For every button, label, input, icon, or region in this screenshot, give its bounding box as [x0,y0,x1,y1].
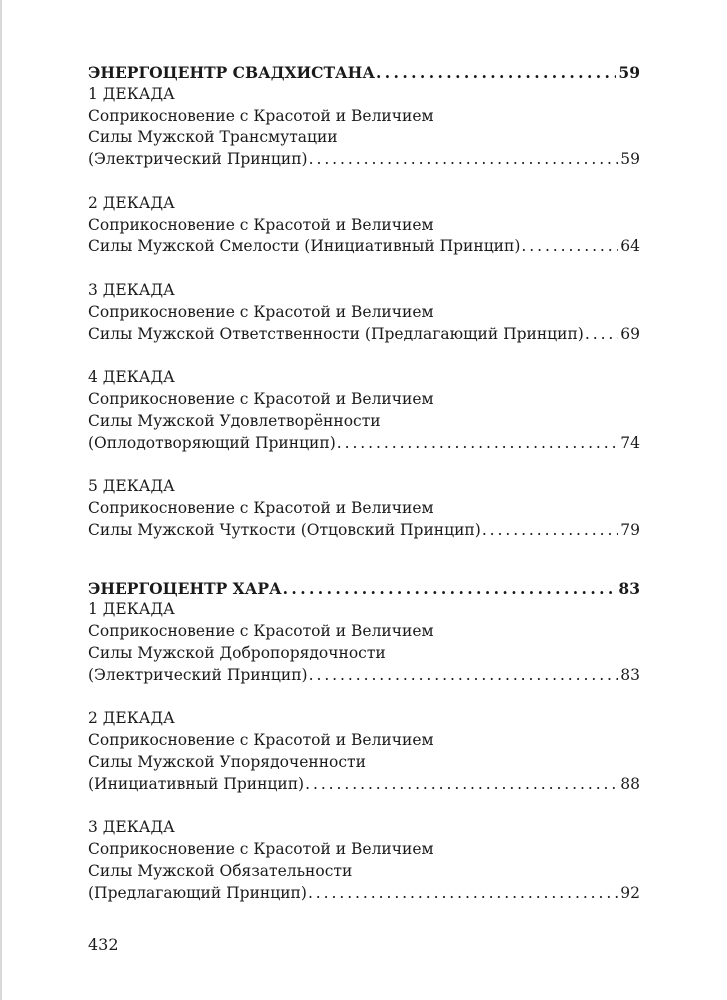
table-of-contents [88,62,640,904]
entry-line: Соприкосновение с Красотой и Величием [88,622,434,641]
dot-leader [521,236,618,258]
entry-label: 3 ДЕКАДА [88,280,175,299]
entry-page-number: 88 [620,774,640,793]
entry-last-text: (Электрический Принцип) [88,150,308,169]
entry-line: Соприкосновение с Красотой и Величием [88,498,434,517]
dot-leader [308,883,618,905]
entry-last-line [88,883,640,905]
dot-leader [309,149,619,171]
entry-line: Соприкосновение с Красотой и Величием [88,731,434,750]
entry-last-line [88,433,640,455]
section-heading [88,578,640,600]
entry-line: Соприкосновение с Красотой и Величием [88,840,434,859]
toc-entry [88,708,640,795]
entry-page-number: 83 [620,665,640,684]
entry-last-line [88,324,640,346]
entry-last-text: (Инициативный Принцип) [88,774,305,793]
entry-last-line [88,665,640,687]
entry-last-text: (Оплодотворяющий Принцип) [88,433,336,452]
entry-page-number: 79 [620,520,640,539]
entry-line: Соприкосновение с Красотой и Величием [88,389,434,408]
entry-label: 3 ДЕКАДА [88,818,175,837]
section-heading-text: ЭНЕРГОЦЕНТР СВАДХИСТАНА [88,63,375,82]
entry-last-text: (Электрический Принцип) [88,665,308,684]
toc-entry [88,817,640,904]
section-heading-text: ЭНЕРГОЦЕНТР ХАРА [88,578,282,598]
dot-leader [482,520,618,542]
toc-section-hara [88,578,640,905]
toc-entry [88,367,640,454]
section-page-number: 83 [618,578,640,598]
entry-page-number: 64 [620,237,640,256]
toc-entry [88,476,640,541]
entry-label: 4 ДЕКАДА [88,368,175,387]
entry-label: 2 ДЕКАДА [88,193,175,212]
dot-leader [337,433,619,455]
dot-leader [283,578,617,600]
entry-page-number: 59 [620,150,640,169]
toc-entry [88,599,640,686]
entry-last-text: (Предлагающий Принцип) [88,883,307,902]
section-page-number: 59 [618,63,640,82]
entry-line: Силы Мужской Обязательности [88,861,353,880]
section-heading [88,62,640,84]
entry-line: Силы Мужской Добропорядочности [88,643,386,662]
entry-label: 2 ДЕКАДА [88,709,175,728]
dot-leader [309,665,619,687]
dot-leader [305,774,618,796]
entry-line: Силы Мужской Трансмутации [88,128,338,147]
entry-label: 5 ДЕКАДА [88,477,175,496]
entry-last-text: Силы Мужской Ответственности (Предлагающий Принцип) [88,324,584,343]
entry-label: 1 ДЕКАДА [88,84,175,103]
entry-last-line [88,774,640,796]
entry-page-number: 92 [620,883,640,902]
toc-entry [88,280,640,345]
entry-last-line [88,236,640,258]
entry-page-number: 74 [620,433,640,452]
toc-section-svadhisthana [88,62,640,542]
dot-leader [376,62,616,84]
entry-line: Соприкосновение с Красотой и Величием [88,106,434,125]
entry-last-text: Силы Мужской Смелости (Инициативный Принцип) [88,237,521,256]
entry-page-number: 69 [620,324,640,343]
page-number: 432 [88,935,119,954]
toc-entry [88,193,640,258]
entry-label: 1 ДЕКАДА [88,600,175,619]
entry-line: Силы Мужской Упорядоченности [88,752,366,771]
entry-line: Соприкосновение с Красотой и Величием [88,215,434,234]
entry-last-line [88,520,640,542]
entry-last-text: Силы Мужской Чуткости (Отцовский Принцип) [88,520,481,539]
toc-entry [88,84,640,171]
entry-line: Соприкосновение с Красотой и Величием [88,302,434,321]
entry-last-line [88,149,640,171]
dot-leader [585,324,618,346]
entry-line: Силы Мужской Удовлетворённости [88,411,381,430]
